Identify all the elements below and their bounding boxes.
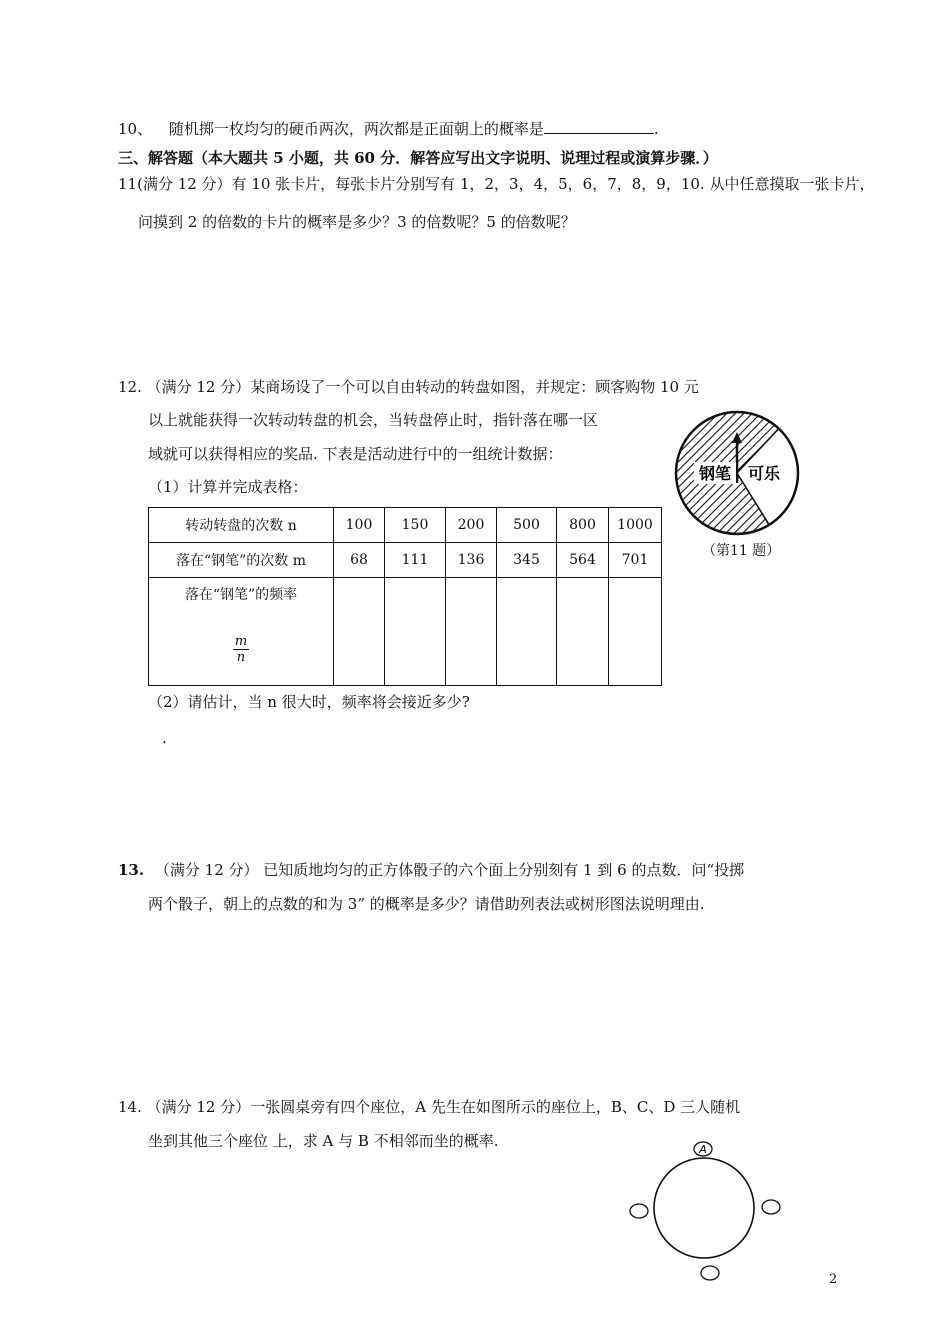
table-circle [654,1158,754,1258]
seat-bottom [701,1266,719,1280]
table-row-label: 转动转盘的次数 n [149,508,334,543]
spinner-caption: （第11 题） [702,543,781,559]
answer-cell[interactable] [446,578,497,686]
q11-line2: 问摸到 2 的倍数的卡片的概率是多少？3 的倍数呢？5 的倍数呢？ [138,213,576,231]
q12-line3: 域就可以获得相应的奖品. 下表是活动进行中的一组统计数据： [148,445,563,463]
fraction-m-over-n [233,634,249,665]
table-cell: 701 [609,543,662,578]
round-table-figure [622,1138,787,1288]
stats-table [148,507,662,686]
answer-cell[interactable] [385,578,446,686]
q12-line1: 12. （满分 12 分）某商场设了一个可以自由转动的转盘如图，并规定：顾客购物 10 元 [118,378,699,396]
answer-cell[interactable] [497,578,557,686]
q13-line1 [118,860,744,880]
fraction-denominator: n [236,650,246,665]
table-cell: 500 [497,508,557,543]
q12-dot: . [162,729,167,747]
table-cell: 800 [557,508,609,543]
section3-heading: 三、解答题（本大题共 5 小题，共 60 分．解答应写出文字说明、说理过程或演算步骤．） [118,149,718,167]
q10-tail: . [653,120,659,138]
seat-right [762,1200,780,1214]
table-cell: 111 [385,543,446,578]
table-cell: 136 [446,543,497,578]
table-cell: 200 [446,508,497,543]
q13-text: （满分 12 分） 已知质地均匀的正方体骰子的六个面上分别刻有 1 到 6 的点数．问“投掷 [154,861,745,879]
q10-number: 10、 [118,120,153,138]
table-row-label [149,578,334,686]
spinner-figure [672,408,802,538]
q12-part2: （2）请估计，当 n 很大时，频率将会接近多少? [148,693,470,711]
answer-cell[interactable] [334,578,385,686]
table-cell: 345 [497,543,557,578]
page-number: 2 [829,1272,838,1287]
q14-line2: 坐到其他三个座位 上，求 A 与 B 不相邻而坐的概率. [148,1132,499,1150]
table-cell: 100 [334,508,385,543]
q10-line [118,117,659,139]
table-cell: 1000 [609,508,662,543]
spinner-label-cola: 可乐 [747,464,781,483]
q10-answer-blank[interactable] [544,117,654,134]
seat-a-label: A [699,1143,707,1156]
spinner-label-pen: 钢笔 [698,464,732,483]
q11-line1: 11(满分 12 分）有 10 张卡片，每张卡片分别写有 1，2，3，4，5，6，7，8，9，10. 从中任意摸取一张卡片， [118,175,875,193]
answer-cell[interactable] [557,578,609,686]
q13-number: 13. [118,861,145,879]
table-row [149,578,662,686]
table-cell: 564 [557,543,609,578]
table-row [149,508,662,543]
seat-left [630,1204,648,1218]
q10-text: 随机掷一枚均匀的硬币两次，两次都是正面朝上的概率是 [168,120,544,138]
q12-part1: （1）计算并完成表格： [148,478,308,496]
frequency-label: 落在“钢笔”的频率 [184,587,298,603]
seat-a [694,1142,712,1156]
answer-cell[interactable] [609,578,662,686]
table-cell: 150 [385,508,446,543]
table-row [149,543,662,578]
q14-line1: 14. （满分 12 分）一张圆桌旁有四个座位，A 先生在如图所示的座位上，B、C、D 三人随机 [118,1098,741,1116]
table-cell: 68 [334,543,385,578]
table-row-label: 落在“钢笔”的次数 m [149,543,334,578]
fraction-numerator: m [234,634,248,649]
q13-line2: 两个骰子，朝上的点数的和为 3” 的概率是多少？请借助列表法或树形图法说明理由. [148,895,705,913]
q12-line2: 以上就能获得一次转动转盘的机会，当转盘停止时，指针落在哪一区 [148,411,599,429]
